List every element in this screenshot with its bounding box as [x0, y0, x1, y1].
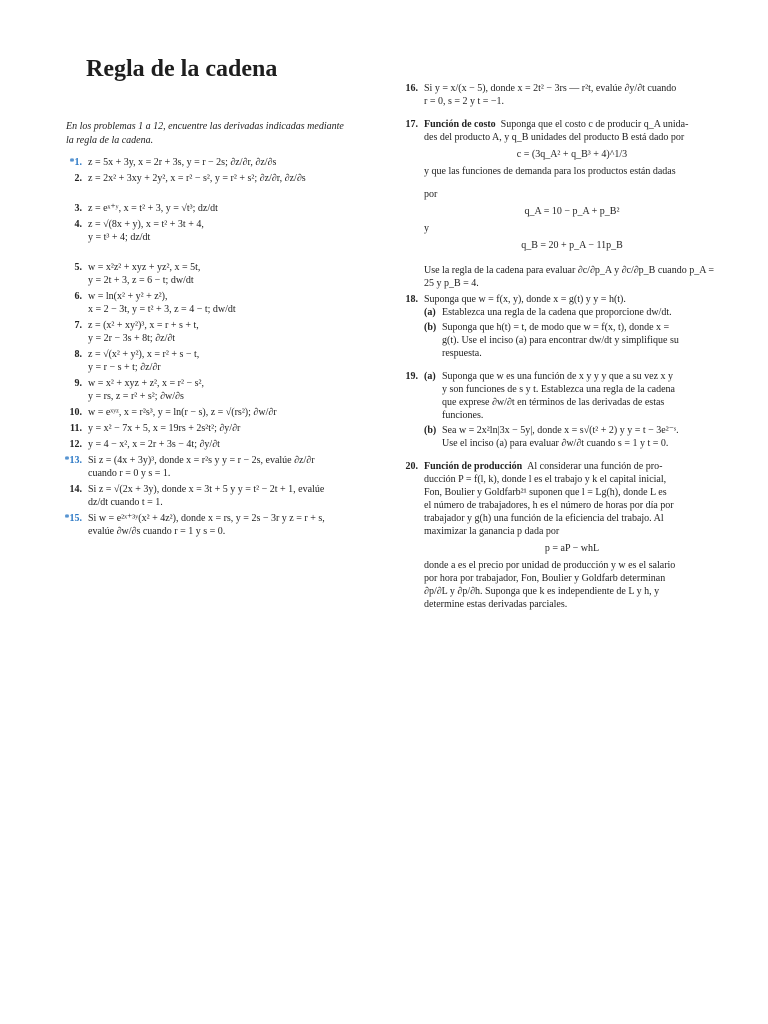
equation: q_B = 20 + p_A − 11p_B: [521, 240, 623, 251]
problem-number: 12.: [69, 439, 82, 450]
subpart-a: (a) Establezca una regla de la cadena que proporcione dw/dt.: [424, 307, 672, 318]
problem-line: cuando r = 0 y s = 1.: [88, 468, 171, 479]
problem-line: y: [424, 223, 429, 234]
problem-line: z = √(x² + y²), x = r² + s − t,: [88, 349, 200, 360]
problem-heading: Función de producción: [424, 461, 523, 472]
problem-19: [398, 370, 720, 450]
problem-number: 6.: [74, 291, 82, 302]
problem-item: [62, 483, 392, 509]
problem-line: y = x² − 7x + 5, x = 19rs + 2s²t²; ∂y/∂r: [88, 423, 241, 434]
equation: c = (3q_A² + q_B³ + 4)^1/3: [516, 149, 628, 160]
problem-number: 4.: [74, 219, 82, 230]
problem-item: [62, 348, 392, 374]
problem-line: z = 5x + 3y, x = 2r + 3s, y = r − 2s; ∂z/∂r, ∂z/∂s: [88, 157, 277, 168]
problem-line: w = eˣʸᶻ, x = r²s³, y = ln(r − s), z = √(rs²); ∂w/∂r: [88, 407, 277, 418]
problem-line: Si z = √(2x + 3y), donde x = 3t + 5 y y = t² − 2t + 1, evalúe: [88, 484, 325, 495]
problem-number: 8.: [74, 349, 82, 360]
problem-line: dz/dt cuando t = 1.: [88, 497, 163, 508]
problem-line: y = rs, z = r² + s²; ∂w/∂s: [88, 391, 184, 402]
problem-line: por: [424, 189, 438, 200]
problem-line: y que las funciones de demanda para los productos están dadas: [424, 166, 676, 177]
problem-line: Si y = x/(x − 5), donde x = 2t² − 3rs — r²t, evalúe ∂y/∂t cuando: [424, 83, 677, 94]
problem-18: [398, 293, 720, 360]
problem-16: [398, 82, 720, 108]
problem-item: [62, 438, 392, 451]
problem-line: Suponga que w = f(x, y), donde x = g(t) y y = h(t).: [424, 294, 626, 305]
problem-number: 17.: [405, 119, 418, 130]
intro-text: En los problemas 1 a 12, encuentre las derivadas indicadas mediante la regla de la cadena.: [66, 121, 344, 146]
left-column: [62, 120, 392, 541]
problem-number: 20.: [405, 461, 418, 472]
problem-item: [62, 454, 392, 480]
problem-line: z = (x² + xy²)³, x = r + s + t,: [88, 320, 199, 331]
problem-line: r = 0, s = 2 y t = −1.: [424, 96, 505, 107]
subpart-a: (a) Suponga que w es una función de x y y y que a su vez x y y son funciones de s y t. Establezca una regla de la cadena que exprese ∂w/∂t en términos de las derivadas de estas funciones.: [424, 371, 675, 421]
problem-line: Si z = (4x + 3y)³, donde x = r²s y y = r − 2s, evalúe ∂z/∂r: [88, 455, 315, 466]
equation: q_A = 10 − p_A + p_B²: [524, 206, 620, 217]
problem-line: w = ln(x² + y² + z²),: [88, 291, 168, 302]
problem-item: [62, 406, 392, 419]
problem-line: x = 2 − 3t, y = t² + 3, z = 4 − t; dw/dt: [88, 304, 236, 315]
problem-line: y = 2t + 3, z = 6 − t; dw/dt: [88, 275, 194, 286]
problem-line: Suponga que el costo c de producir q_A unida-: [500, 119, 689, 130]
problem-number: 19.: [405, 371, 418, 382]
problem-item: [62, 261, 392, 287]
problem-line: z = eˣ⁺ʸ, x = t² + 3, y = √t³; dz/dt: [88, 203, 218, 214]
problem-line: y = t³ + 4; dz/dt: [88, 232, 151, 243]
problem-line: y = 4 − x², x = 2r + 3s − 4t; ∂y/∂t: [88, 439, 220, 450]
problem-number: 10.: [69, 407, 82, 418]
problem-line: Si w = e²ˣ⁺³ʸ(x² + 4z²), donde x = rs, y = 2s − 3r y z = r + s,: [88, 513, 325, 524]
problem-line: 25 y p_B = 4.: [424, 278, 479, 289]
problem-line: w = x²z² + xyz + yz², x = 5t,: [88, 262, 201, 273]
subpart-b: (b) Suponga que h(t) = t, de modo que w = f(x, t), donde x = g(t). Use el inciso (a) para encontrar dw/dt y simplifique su respuesta.: [424, 322, 679, 359]
problem-number: *1.: [69, 157, 82, 168]
page-title: Regla de la cadena: [86, 56, 278, 82]
problem-item: [62, 156, 392, 169]
problem-item: [62, 172, 392, 185]
problem-line: Use la regla de la cadena para evaluar ∂c/∂p_A y ∂c/∂p_B cuando p_A =: [424, 265, 715, 276]
problem-heading: Función de costo: [424, 119, 496, 130]
problem-number: 14.: [69, 484, 82, 495]
problem-20: 20. Función de producción Al considerar una función de pro- ducción P = f(l, k), donde l es el trabajo y k el capital inicial, Fon, Boulier y Goldfarb²¹ suponen que l = Lg(h), donde L es el número de trabajadores, h es el número de horas por día por trabajador y g(h) una función de la eficiencia del trabajo. Al maximizar la ganancia p dada por p = aP − whL donde a es el precio por unidad de producción y w es el salario por hora por trabajador, Fon, Boulier y Goldfarb determinan ∂p/∂L y ∂p/∂h. Suponga que k es independiente de L y h, y determine estas derivadas parciales.: [398, 460, 720, 611]
problem-line: des del producto A, y q_B unidades del producto B está dado por: [424, 132, 685, 143]
right-column: [398, 82, 720, 614]
problem-number: 2.: [74, 173, 82, 184]
problem-line: z = 2x² + 3xy + 2y², x = r² − s², y = r² + s²; ∂z/∂r, ∂z/∂s: [88, 173, 306, 184]
problem-number: 11.: [70, 423, 82, 434]
problem-line: w = x² + xyz + z², x = r² − s²,: [88, 378, 205, 389]
problem-line: y = 2r − 3s + 8t; ∂z/∂t: [88, 333, 176, 344]
problem-item: [62, 202, 392, 215]
subpart-b: (b) Sea w = 2x²ln|3x − 5y|, donde x = s√(t² + 2) y y = t − 3e²⁻ˢ. Use el inciso (a) para evaluar ∂w/∂t cuando s = 1 y t = 0.: [424, 425, 679, 449]
problem-number: *13.: [64, 455, 82, 466]
problem-number: 9.: [74, 378, 82, 389]
problem-item: [62, 377, 392, 403]
problem-item: [62, 218, 392, 244]
problem-number: 18.: [405, 294, 418, 305]
problem-item: [62, 512, 392, 538]
equation: p = aP − whL: [544, 543, 600, 554]
problem-number: 7.: [74, 320, 82, 331]
problem-line: evalúe ∂w/∂s cuando r = 1 y s = 0.: [88, 526, 226, 537]
problem-item: [62, 290, 392, 316]
problem-line: y = r − s + t; ∂z/∂r: [88, 362, 161, 373]
problem-line: z = √(8x + y), x = t² + 3t + 4,: [88, 219, 204, 230]
problem-17: [398, 118, 720, 290]
problem-number: 16.: [405, 83, 418, 94]
problem-list-left: [62, 156, 392, 538]
problem-number: 3.: [74, 203, 82, 214]
problem-item: [62, 319, 392, 345]
problem-item: [62, 422, 392, 435]
problem-number: 5.: [74, 262, 82, 273]
problem-number: *15.: [64, 513, 82, 524]
